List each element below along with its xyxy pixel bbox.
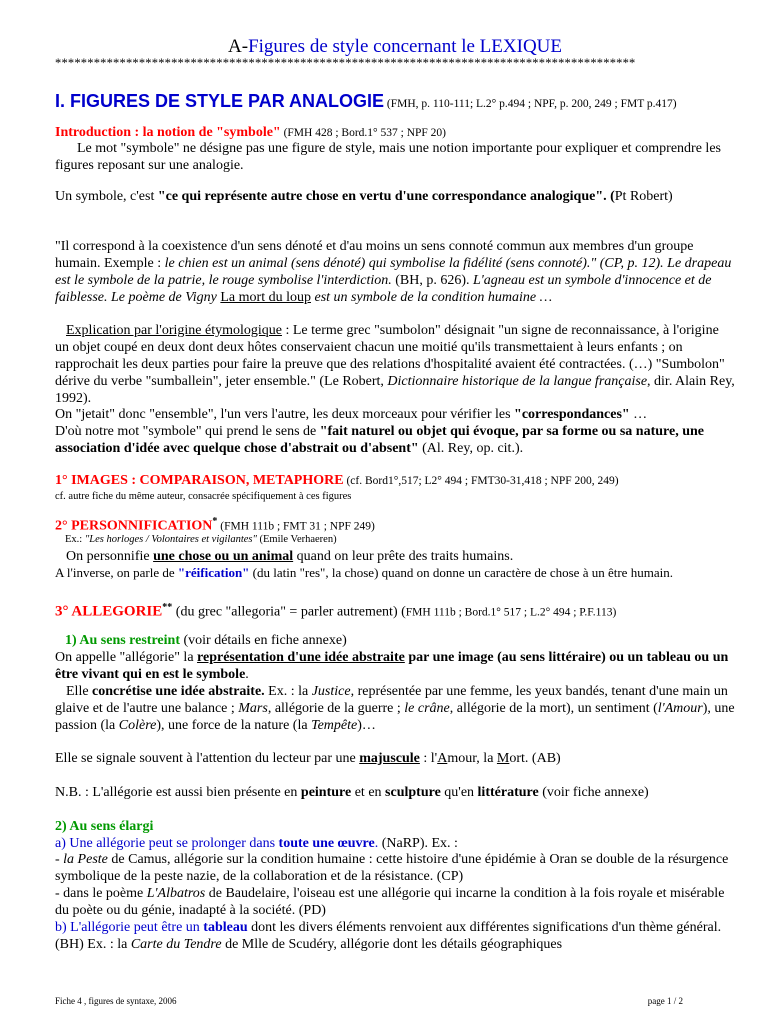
- allegorie-paragraph-3: Elle se signale souvent à l'attention du lecteur par une majuscule : l'Amour, la Mort. (AB): [55, 751, 561, 766]
- allegorie-paragraph-2: Elle concrétise une idée abstraite. Ex. : la Justice, représentée par une femme, les yeux bandés, tenant d'une main un glaive et de l'autre une balance ; Mars, allégorie de la guerre ; le crâne, allégorie de la mort), un sentiment (l'Amour), une passion (la Colère), une force de la nature (la Tempête)…: [55, 684, 735, 733]
- intro-paragraph-3: "Il correspond à la coexistence d'un sens dénoté et d'au moins un sens connoté commun aux membres d'un groupe humain. Exemple : le chien est un animal (sens dénoté) qui symbolise la fidélité (sens connoté)." (CP, p. 12). Le drapeau est le symbole de la patrie, le rouge symbolise l'interdiction. (BH, p. 626). L'agneau est un symbole d'innocence et de faiblesse. Le poème de Vigny La mort du loup est un symbole de la condition humaine …: [55, 239, 732, 305]
- star-separator: ******************************************************************************************: [55, 56, 636, 70]
- allegorie-list-item-2: - dans le poème L'Albatros de Baudelaire, l'oiseau est une allégorie qui incarne la condition à la fois royale et misérable du poète ou du génie, inadapté à la société. (PD): [55, 886, 725, 918]
- intro-paragraph-2: Un symbole, c'est "ce qui représente autre chose en vertu d'une correspondance analogique". (Pt Robert): [55, 189, 673, 204]
- personnification-example: Ex.: "Les horloges / Volontaires et vigilantes" (Emile Verhaeren): [65, 534, 337, 545]
- allegorie-heading: 3° ALLEGORIE** (du grec "allegoria" = parler autrement) (FMH 111b ; Bord.1° 517 ; L.2° 494 ; P.F.113): [55, 602, 617, 620]
- allegorie-sub2-heading: 2) Au sens élargi: [55, 819, 154, 834]
- page-title: A-Figures de style concernant le LEXIQUE: [228, 36, 562, 57]
- allegorie-point-a: a) Une allégorie peut se prolonger dans toute une œuvre. (NaRP). Ex. :: [55, 836, 458, 851]
- page-number: page 1 / 2: [647, 996, 683, 1006]
- personnification-paragraph-1: On personnifie une chose ou un animal quand on leur prête des traits humains.: [66, 549, 514, 564]
- intro-paragraph-5: On "jetait" donc "ensemble", l'un vers l'autre, les deux morceaux pour vérifier les "correspondances" …: [55, 407, 648, 422]
- allegorie-paragraph-1: On appelle "allégorie" la représentation d'une idée abstraite par une image (au sens littéraire) ou un tableau ou un être vivant qui en est le symbole.: [55, 650, 729, 682]
- intro-paragraph-6: D'où notre mot "symbole" qui prend le sens de "fait naturel ou objet qui évoque, par sa forme ou sa nature, une association d'idée avec quelque chose d'abstrait ou d'absent" (Al. Rey, op. cit.).: [55, 424, 704, 456]
- images-heading: 1° IMAGES : COMPARAISON, METAPHORE (cf. Bord1°,517; L2° 494 ; FMT30-31,418 ; NPF 200, 249): [55, 473, 619, 488]
- allegorie-sub1-heading: 1) Au sens restreint (voir détails en fiche annexe): [65, 633, 347, 648]
- personnification-paragraph-2: A l'inverse, on parle de "réification" (du latin "res", la chose) quand on donne un caractère de chose à un être humain.: [55, 565, 673, 580]
- images-note: cf. autre fiche du même auteur, consacrée spécifiquement à ces figures: [55, 491, 352, 502]
- intro-paragraph-4: Explication par l'origine étymologique : Le terme grec "sumbolon" désignait "un signe de reconnaissance, à l'origine un objet coupé en deux dont deux hôtes conservaient chacun une moitié qu'ils transmettaient à leurs enfants ; on rapprochait les deux parties pour faire la preuve que des relations d'hospitalité avaient été contractées. (…) "Sumbolon" dérive du verbe "sumballein", jeter ensemble." (Le Robert, Dictionnaire historique de la langue française, dir. Alain Rey, 1992).: [55, 323, 735, 406]
- footer-left: Fiche 4 , figures de syntaxe, 2006: [55, 996, 177, 1006]
- intro-paragraph-1: Le mot "symbole" ne désigne pas une figure de style, mais une notion importante pour expliquer et comprendre les figures reposant sur une analogie.: [55, 141, 721, 173]
- section-heading: I. FIGURES DE STYLE PAR ANALOGIE (FMH, p. 110-111; L.2° p.494 ; NPF, p. 200, 249 ; FMT p.417): [55, 91, 677, 111]
- intro-heading: Introduction : la notion de "symbole" (FMH 428 ; Bord.1° 537 ; NPF 20): [55, 125, 446, 140]
- allegorie-point-b: b) L'allégorie peut être un tableau dont les divers éléments renvoient aux différentes significations d'un thème général. (BH) Ex. : la Carte du Tendre de Mlle de Scudéry, allégorie dont les détails géographiques: [55, 920, 722, 952]
- allegorie-list-item-1: - la Peste de Camus, allégorie sur la condition humaine : cette histoire d'une épidémie à Oran se double de la résurgence symbolique de la peste nazie, de la collaboration et de la résistance. (CP): [55, 852, 729, 884]
- allegorie-paragraph-4: N.B. : L'allégorie est aussi bien présente en peinture et en sculpture qu'en littérature (voir fiche annexe): [55, 785, 649, 800]
- personnification-heading: 2° PERSONNIFICATION* (FMH 111b ; FMT 31 ; NPF 249): [55, 516, 375, 534]
